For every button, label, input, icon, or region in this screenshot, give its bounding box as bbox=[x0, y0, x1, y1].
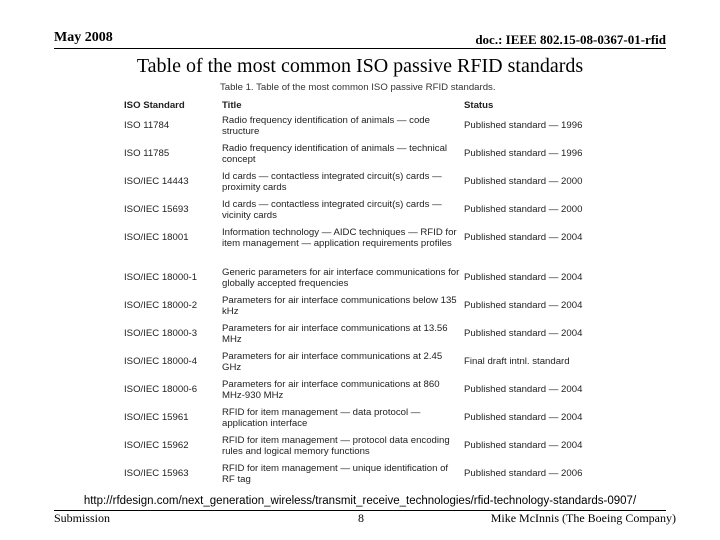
cell-standard: ISO/IEC 18000-4 bbox=[124, 356, 198, 367]
cell-standard: ISO 11785 bbox=[124, 148, 170, 159]
cell-status: Published standard — 2000 bbox=[464, 176, 583, 187]
cell-status: Published standard — 2000 bbox=[464, 204, 583, 215]
cell-status: Published standard — 2006 bbox=[464, 468, 583, 479]
cell-standard: ISO/IEC 18001 bbox=[124, 232, 189, 243]
slide-title: Table of the most common ISO passive RFID standards bbox=[136, 55, 584, 77]
cell-status: Published standard — 2004 bbox=[464, 384, 583, 395]
header-date: May 2008 bbox=[54, 30, 113, 45]
cell-status: Published standard — 1996 bbox=[464, 148, 583, 159]
cell-standard: ISO/IEC 18000-2 bbox=[124, 300, 198, 311]
cell-title: Id cards — contactless integrated circuit(s) cards — vicinity cards bbox=[222, 199, 442, 221]
footer-author: Mike McInnis (The Boeing Company) bbox=[490, 511, 676, 525]
cell-standard: ISO/IEC 15961 bbox=[124, 412, 189, 423]
cell-standard: ISO/IEC 14443 bbox=[124, 176, 189, 187]
cell-standard: ISO/IEC 18000-6 bbox=[124, 384, 198, 395]
cell-status: Final draft intnl. standard bbox=[464, 356, 570, 367]
col-head-standard: ISO Standard bbox=[124, 100, 185, 111]
footer-page-number: 8 bbox=[358, 511, 364, 525]
cell-title: Id cards — contactless integrated circuit(s) cards — proximity cards bbox=[222, 171, 442, 193]
source-url: http://rfdesign.com/next_generation_wireless/transmit_receive_technologies/rfid-technology-standards-0907/ bbox=[83, 495, 637, 507]
cell-title: Parameters for air interface communications below 135 kHz bbox=[222, 295, 457, 317]
cell-status: Published standard — 2004 bbox=[464, 300, 583, 311]
cell-status: Published standard — 1996 bbox=[464, 120, 583, 131]
cell-standard: ISO/IEC 18000-3 bbox=[124, 328, 198, 339]
header-doc-id: doc.: IEEE 802.15-08-0367-01-rfid bbox=[475, 32, 666, 47]
cell-status: Published standard — 2004 bbox=[464, 440, 583, 451]
col-head-status: Status bbox=[464, 100, 494, 111]
cell-standard: ISO/IEC 15962 bbox=[124, 440, 189, 451]
standards-table-image bbox=[120, 80, 583, 488]
cell-title: RFID for item management — data protocol — application interface bbox=[222, 407, 421, 429]
cell-status: Published standard — 2004 bbox=[464, 272, 583, 283]
table-caption: Table 1. Table of the most common ISO passive RFID standards. bbox=[220, 82, 496, 93]
cell-title: RFID for item management — unique identification of RF tag bbox=[222, 463, 449, 485]
cell-title: Information technology — AIDC techniques — RFID for item management — application requirements profiles bbox=[222, 227, 457, 249]
cell-title: Radio frequency identification of animals — code structure bbox=[222, 115, 430, 137]
cell-title: Parameters for air interface communications at 860 MHz-930 MHz bbox=[222, 379, 440, 401]
cell-title: RFID for item management — protocol data encoding rules and logical memory functions bbox=[222, 435, 450, 457]
footer-submission: Submission bbox=[54, 511, 111, 525]
cell-status: Published standard — 2004 bbox=[464, 328, 583, 339]
cell-title: Generic parameters for air interface communications for globally accepted frequencies bbox=[222, 267, 460, 289]
cell-standard: ISO 11784 bbox=[124, 120, 170, 131]
cell-status: Published standard — 2004 bbox=[464, 412, 583, 423]
cell-standard: ISO/IEC 15963 bbox=[124, 468, 189, 479]
cell-status: Published standard — 2004 bbox=[464, 232, 583, 243]
cell-title: Parameters for air interface communications at 2.45 GHz bbox=[222, 351, 443, 373]
col-head-title: Title bbox=[222, 100, 242, 111]
cell-title: Parameters for air interface communications at 13.56 MHz bbox=[222, 323, 448, 345]
cell-title: Radio frequency identification of animals — technical concept bbox=[222, 143, 448, 165]
cell-standard: ISO/IEC 15693 bbox=[124, 204, 189, 215]
cell-standard: ISO/IEC 18000-1 bbox=[124, 272, 198, 283]
header-rule bbox=[54, 48, 666, 49]
